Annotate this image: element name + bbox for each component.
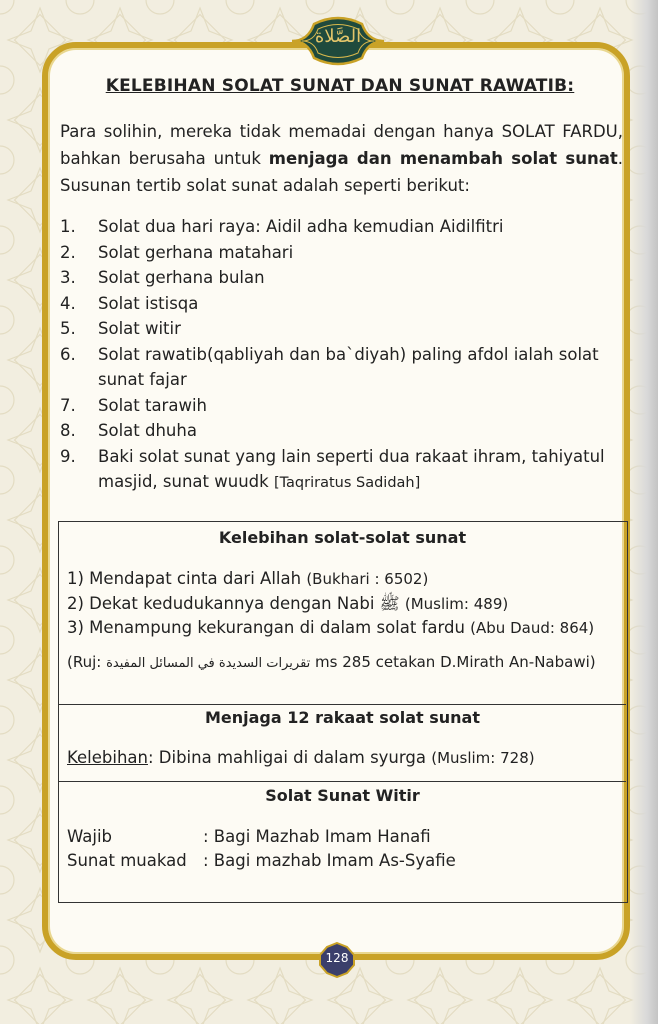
section-title: Solat Sunat Witir xyxy=(265,786,420,805)
ruling-value: : Bagi Mazhab Imam Hanafi xyxy=(203,827,431,846)
benefit-item xyxy=(59,567,626,592)
reference-prefix: (Ruj: xyxy=(67,652,107,671)
book-spine-shadow xyxy=(630,0,658,1024)
list-item-text: Solat istisqa xyxy=(98,293,199,313)
benefit-source: (Muslim: 728) xyxy=(431,749,535,767)
section-divider xyxy=(59,704,626,705)
list-item-text: Solat dua hari raya: Aidil adha kemudian Aidilfitri xyxy=(98,217,504,236)
list-item-text: Solat dhuha xyxy=(98,421,197,440)
list-item-number: 5. xyxy=(60,319,76,338)
list-item xyxy=(60,214,623,240)
benefit-source: (Abu Daud: 864) xyxy=(470,619,595,637)
list-item-text: Solat tarawih xyxy=(98,395,207,415)
benefit-text: 3) Menampung kekurangan di dalam solat fardu xyxy=(67,618,471,637)
benefit-source: (Muslim: 489) xyxy=(404,594,509,613)
list-item-source: [Taqriratus Sadidah] xyxy=(273,475,421,491)
list-item xyxy=(60,240,623,266)
ruling-row xyxy=(59,849,626,873)
list-item-number: 8. xyxy=(60,421,76,440)
list-item-text xyxy=(98,444,623,497)
reference-arabic-title: تقريرات السديدة في المسائل المفيدة xyxy=(106,655,311,671)
list-item-number: 6. xyxy=(60,344,76,364)
list-item xyxy=(60,393,623,419)
list-item-text: Solat witir xyxy=(98,319,181,338)
ruling-value: : Bagi mazhab Imam As-Syafie xyxy=(203,850,456,870)
ruling-row xyxy=(59,825,626,849)
list-item-number: 2. xyxy=(60,242,76,262)
reference-suffix: ms 285 cetakan D.Mirath An-Nabawi) xyxy=(310,652,596,671)
benefit-text: 1) Mendapat cinta dari Allah xyxy=(67,569,307,588)
reference-note xyxy=(59,653,626,671)
page-heading: KELEBIHAN SOLAT SUNAT DAN SUNAT RAWATIB: xyxy=(105,76,575,96)
ruling-key: Wajib xyxy=(67,827,113,846)
intro-text-2: . Susunan tertib solat sunat adalah seperti berikut: xyxy=(60,149,624,195)
list-item-body: Baki solat sunat yang lain seperti dua rakaat ihram, tahiyatul masjid, sunat wuudk xyxy=(98,446,605,491)
list-item-number: 3. xyxy=(60,268,76,287)
list-item-number: 4. xyxy=(60,293,76,313)
ruling-key: Sunat muakad xyxy=(67,850,187,870)
list-item-number: 7. xyxy=(60,395,76,415)
page-number: 128 xyxy=(325,951,349,965)
section-12-rakaat xyxy=(59,706,626,771)
benefit-text: : Dibina mahligai di dalam syurga xyxy=(147,748,432,767)
section-solat-sunat xyxy=(59,526,626,671)
intro-paragraph xyxy=(60,118,623,199)
benefit-label: Kelebihan xyxy=(67,748,148,767)
benefit-item xyxy=(59,746,626,771)
benefit-text: 2) Dekat kedudukannya dengan Nabi ﷺ xyxy=(67,593,405,613)
section-title: Menjaga 12 rakaat solat sunat xyxy=(204,708,480,727)
prayer-order-list xyxy=(60,214,623,497)
section-divider xyxy=(59,781,626,782)
list-item xyxy=(60,291,623,317)
list-item-number: 9. xyxy=(60,446,76,466)
list-item xyxy=(60,316,623,342)
section-title: Kelebihan solat-solat sunat xyxy=(218,528,467,547)
list-item xyxy=(60,342,623,393)
benefit-item xyxy=(59,592,626,617)
benefit-item xyxy=(59,616,626,641)
benefit-source: (Bukhari : 6502) xyxy=(306,570,429,588)
list-item-text: Solat rawatib(qabliyah dan ba`diyah) paling afdol ialah solat sunat fajar xyxy=(98,344,599,389)
intro-text-1: Para solihin, mereka tidak memadai dengan hanya SOLAT FARDU, bahkan berusaha untuk xyxy=(60,122,623,168)
list-item xyxy=(60,444,623,497)
header-badge-text: الصَّلاة xyxy=(314,26,362,47)
intro-bold-text: menjaga dan menambah solat sunat xyxy=(268,149,618,168)
list-item xyxy=(60,265,623,291)
benefits-box xyxy=(58,521,628,903)
list-item xyxy=(60,418,623,444)
list-item-number: 1. xyxy=(60,217,76,236)
list-item-text: Solat gerhana matahari xyxy=(98,242,294,262)
section-witir xyxy=(59,784,626,872)
list-item-text: Solat gerhana bulan xyxy=(98,268,265,287)
